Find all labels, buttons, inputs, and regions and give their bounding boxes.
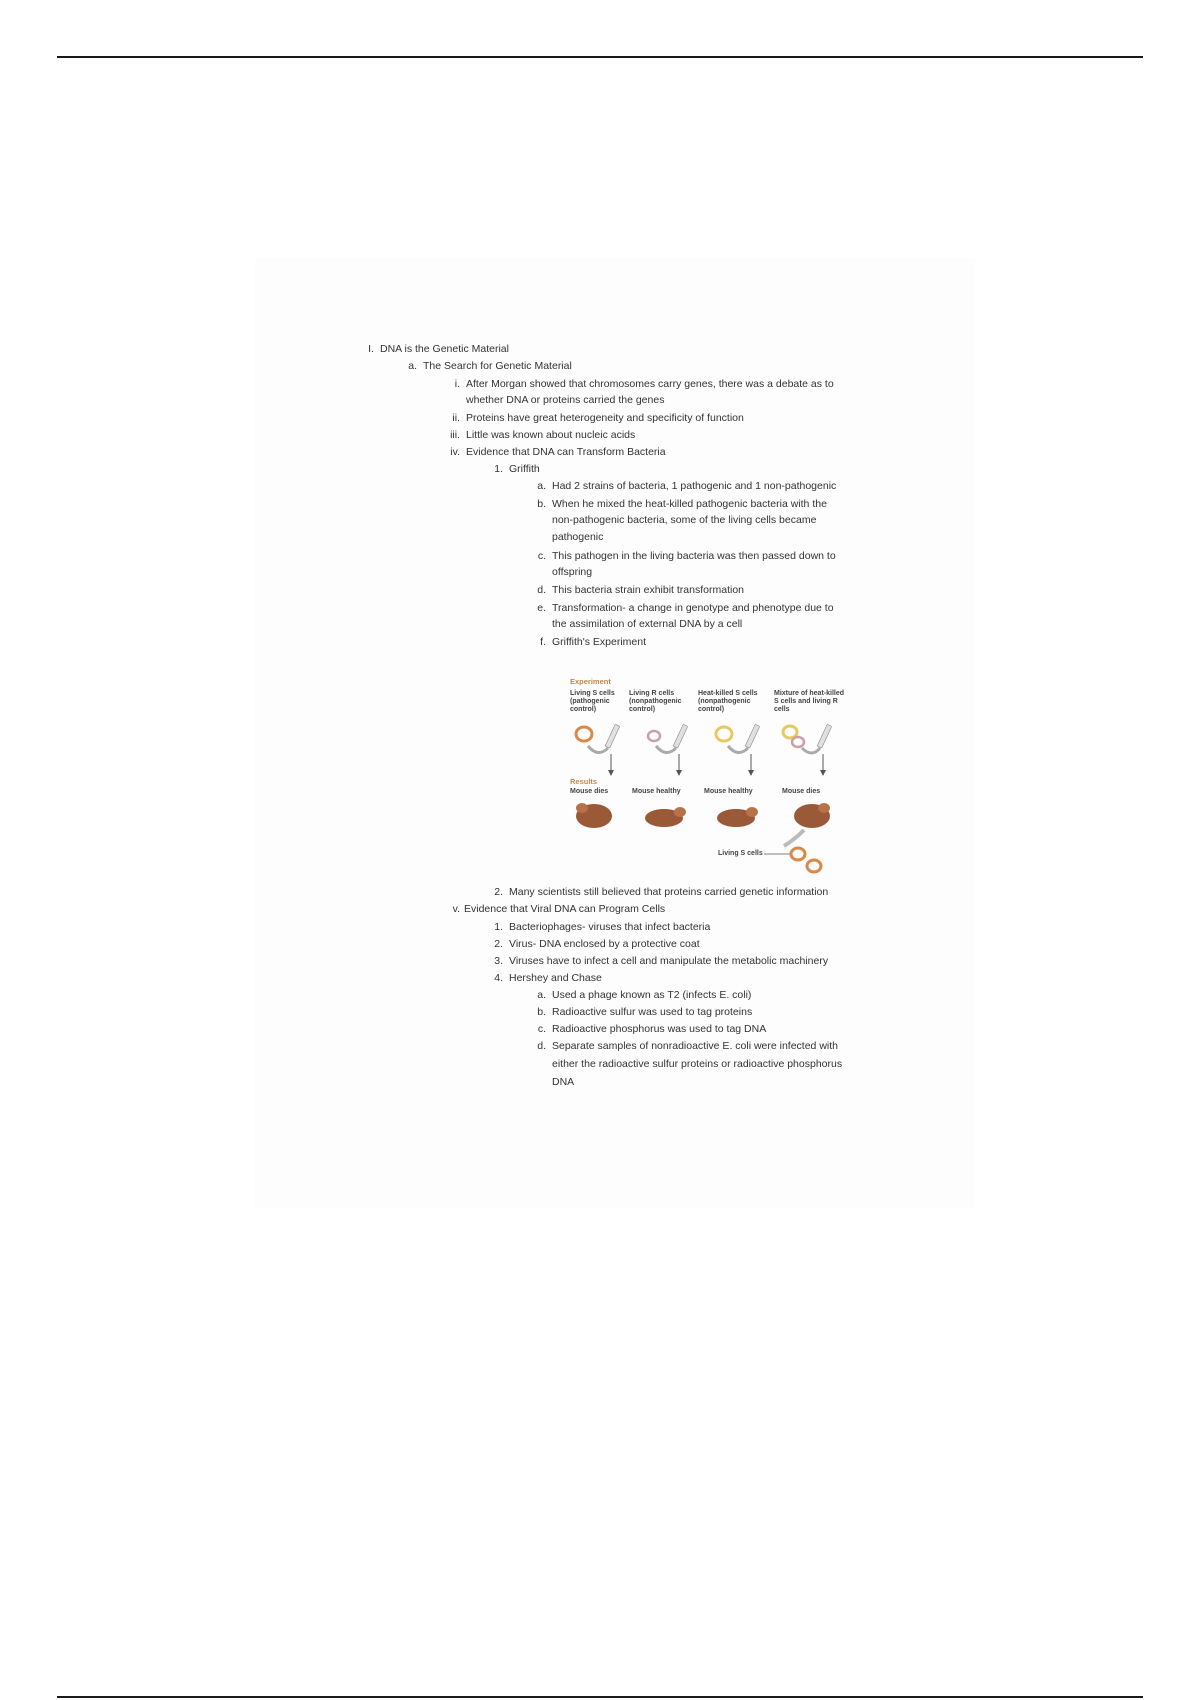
outline-marker: 1. [494,463,503,475]
outline-text: the assimilation of external DNA by a cell [552,618,743,630]
outline-marker: a. [408,360,417,372]
griffith-experiment-figure [568,678,868,888]
outline-marker: e. [537,602,546,614]
column-result: Mouse healthy [704,788,753,795]
column-result: Mouse healthy [632,788,681,795]
outline-text: Evidence that Viral DNA can Program Cells [464,903,666,915]
living-s-cells-label: Living S cells [718,850,763,857]
outline-text: Radioactive phosphorus was used to tag DNA [552,1023,767,1035]
outline-text: Evidence that DNA can Transform Bacteria [466,446,666,458]
outline-marker: b. [537,498,546,510]
outline-text: DNA is the Genetic Material [380,343,509,355]
column-title: Living R cells (nonpathogenic control) [629,690,682,713]
outline-text: Transformation- a change in genotype and phenotype due to [552,602,834,614]
column-result: Mouse dies [570,788,609,795]
outline-marker: 3. [494,955,503,967]
outline-text: Viruses have to infect a cell and manipulate the metabolic machinery [509,955,829,967]
outline-text: Used a phage known as T2 (infects E. coli) [552,989,752,1001]
column-2-graphics [645,724,688,827]
outline-text: The Search for Genetic Material [423,360,572,372]
outline-marker: i. [454,378,460,390]
outline-text: whether DNA or proteins carried the genes [466,394,665,406]
outline-text: Separate samples of nonradioactive E. coli were infected with [552,1040,838,1052]
outline-marker: d. [537,1040,546,1052]
column-title: Living S cells (pathogenic control) [570,690,615,713]
outline-marker: 2. [494,938,503,950]
column-title: Heat-killed S cells (nonpathogenic control) [698,690,758,713]
outline-text: Little was known about nucleic acids [466,429,636,441]
column-title: Mixture of heat-killed S cells and living R cells [774,690,845,713]
outline-text: DNA [552,1076,575,1088]
outline-text: After Morgan showed that chromosomes carry genes, there was a debate as to [466,378,834,390]
outline-marker: a. [537,480,546,492]
outline-text: Had 2 strains of bacteria, 1 pathogenic and 1 non-pathogenic [552,480,837,492]
outline-marker: d. [537,584,546,596]
outline-marker: c. [537,1023,546,1035]
outline-text: non-pathogenic bacteria, some of the living cells became [552,514,817,526]
outline-marker: a. [537,989,546,1001]
outline-marker: 4. [494,972,503,984]
bottom-rule [57,1696,1143,1698]
column-result: Mouse dies [782,788,821,795]
outline-text: Griffith [509,463,540,475]
outline-text: either the radioactive sulfur proteins or radioactive phosphorus [552,1058,843,1070]
outline-marker: iv. [450,446,460,458]
outline-text: Bacteriophages- viruses that infect bacteria [509,921,711,933]
outline-text: Virus- DNA enclosed by a protective coat [509,938,700,950]
experiment-label: Experiment [570,677,611,686]
outline-marker: c. [537,550,546,562]
outline-text: When he mixed the heat-killed pathogenic bacteria with the [552,498,827,510]
outline-text: Griffith's Experiment [552,636,647,648]
outline-text: Many scientists still believed that proteins carried genetic information [509,886,829,898]
outline-text: Radioactive sulfur was used to tag proteins [552,1006,753,1018]
outline-marker: f. [540,636,546,648]
outline-text: offspring [552,566,593,578]
outline-text: Hershey and Chase [509,972,602,984]
outline-marker: iii. [450,429,460,441]
outline-text: This bacteria strain exhibit transformation [552,584,744,596]
outline-marker: I. [368,343,374,355]
top-rule [57,56,1143,58]
column-3-graphics [716,724,760,827]
outline-text: Proteins have great heterogeneity and specificity of function [466,412,744,424]
results-label: Results [570,777,598,786]
outline-marker: 2. [494,886,503,898]
outline-marker: 1. [494,921,503,933]
outline-marker: ii. [452,412,460,424]
outline-marker: b. [537,1006,546,1018]
column-4-graphics [764,724,832,872]
outline-text: pathogenic [552,531,604,543]
outline-marker: v. [452,903,460,915]
outline-text: This pathogen in the living bacteria was then passed down to [552,550,836,562]
